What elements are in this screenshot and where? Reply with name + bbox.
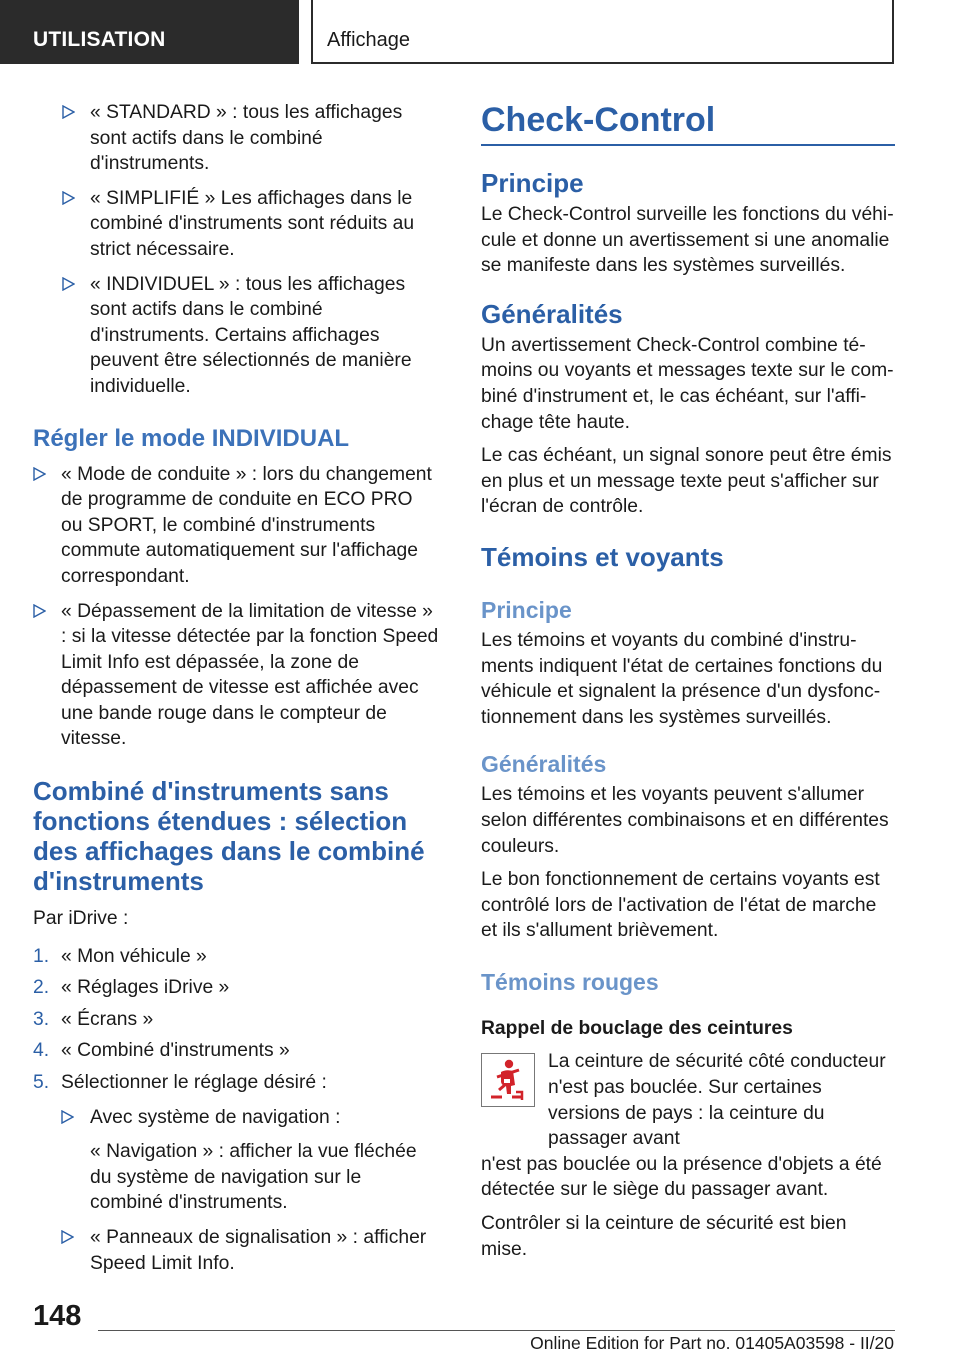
triangle-bullet-icon — [62, 277, 75, 291]
footer-edition-text: Online Edition for Part no. 01405A03598 - II/20 — [530, 1333, 894, 1353]
temoins-generalites-text-2: Le bon fonctionnement de certains voyants est contrôlé lors de l'activation de l'état de marche et ils s'allument brièvement. — [481, 869, 880, 942]
header-topic-tab — [311, 0, 894, 64]
seatbelt-warning-icon — [481, 1053, 535, 1107]
title-divider — [481, 144, 895, 146]
triangle-bullet-icon — [61, 1110, 74, 1124]
step-item: 2. « Réglages iDrive » — [33, 977, 230, 999]
temoins-heading: Témoins et voyants — [481, 541, 724, 572]
header-topic-label: Affichage — [327, 29, 411, 51]
triangle-bullet-icon — [33, 467, 46, 481]
principe-heading: Principe — [481, 168, 584, 198]
sub-item-navigation-detail: « Navigation » : afficher la vue fléchée du système de navigation sur le combiné d'instruments. — [90, 1141, 417, 1214]
rappel-heading: Rappel de bouclage des ceintures — [481, 1017, 793, 1039]
rappel-block — [481, 1049, 895, 1151]
generalites-heading: Généralités — [481, 298, 623, 329]
step-item: 1. « Mon véhicule » — [33, 945, 207, 967]
par-idrive-text: Par iDrive : — [33, 908, 129, 930]
rappel-text-side: La ceinture de sécurité côté conducteur n'est pas bouclée. Sur certaines versions de pays : la ceinture du passager avant — [548, 1051, 886, 1150]
temoins-principe-text: Les témoins et voyants du combiné d'instruments indiquent l'état de certaines fonctions du véhicule et signalent la présence d'un dysfonctionnement dans les systèmes surveillés. — [481, 629, 883, 728]
rappel-check-text: Contrôler si la ceinture de sécurité est bien mise. — [481, 1213, 847, 1260]
rappel-text-full: n'est pas bouclée ou la présence d'objets a été détectée sur le siège du passager avant. — [481, 1153, 882, 1201]
triangle-bullet-icon — [61, 1230, 74, 1244]
page-number: 148 — [33, 1300, 82, 1332]
generalites-text-1: Un avertissement Check-Control combine témoins ou voyants et messages texte sur le combiné d'instrument et, le cas échéant, sur l'affichage tête haute. — [481, 334, 894, 433]
temoins-generalites-heading: Généralités — [481, 751, 607, 778]
right-column — [481, 100, 895, 1262]
step-item: 3. « Écrans » — [33, 1008, 154, 1030]
mode-item-simplifie: « SIMPLIFIÉ » Les affichages dans le combiné d'instruments sont réduits au strict nécessaire. — [33, 186, 439, 263]
mode-item-standard: « STANDARD » : tous les affichages sont actifs dans le combiné d'instruments. — [33, 100, 439, 177]
step-item: 4. « Combiné d'instruments » — [33, 1040, 290, 1062]
generalites-text-2: Le cas échéant, un signal sonore peut être émis en plus et un message texte peut s'afficher sur l'écran de contrôle. — [481, 445, 892, 518]
individual-item-depassement: « Dépassement de la limitation de vitesse » : si la vitesse détectée par la fonction Speed Limit Info est dépassée, la zone de dépassement de vitesse est affichée avec une bande rouge dans le compteur de vitesse. — [33, 599, 439, 753]
header-section-label: UTILISATION — [33, 28, 166, 51]
check-control-title: Check-Control — [481, 101, 716, 139]
temoins-principe-heading: Principe — [481, 596, 572, 623]
mode-item-individuel: « INDIVIDUEL » : tous les affichages sont actifs dans le combiné d'instruments. Certains affichages peuvent être sélectionnés de manière individuelle. — [33, 272, 439, 400]
left-column — [33, 100, 439, 1285]
temoins-generalites-text-1: Les témoins et les voyants peuvent s'allumer selon différentes combinaisons et en différentes couleurs. — [481, 784, 889, 857]
temoins-rouges-heading: Témoins rouges — [481, 968, 659, 995]
footer-divider — [98, 1330, 895, 1331]
header-section-tab — [0, 0, 299, 64]
sub-item-panneaux: « Panneaux de signalisation » : afficher Speed Limit Info. — [33, 1225, 439, 1276]
triangle-bullet-icon — [62, 191, 75, 205]
individual-heading: Régler le mode INDIVIDUAL — [33, 424, 350, 452]
step-item: 5. Sélectionner le réglage désiré : — [33, 1072, 327, 1094]
principe-text: Le Check-Control surveille les fonctions du véhicule et donne un avertissement si une anomalie se manifeste dans les systèmes surveillés. — [481, 204, 894, 277]
sub-item-navigation: Avec système de navigation : — [33, 1105, 439, 1131]
triangle-bullet-icon — [33, 604, 46, 618]
triangle-bullet-icon — [62, 105, 75, 119]
combine-heading: Combiné d'instruments sans fonctions étendues : sélection des affichages dans le combiné d'instruments — [33, 776, 425, 897]
individual-item-mode-conduite: « Mode de conduite » : lors du changement de programme de conduite en ECO PRO ou SPORT, le combiné d'instruments commute automatiquement sur l'affichage correspondant. — [33, 462, 439, 590]
